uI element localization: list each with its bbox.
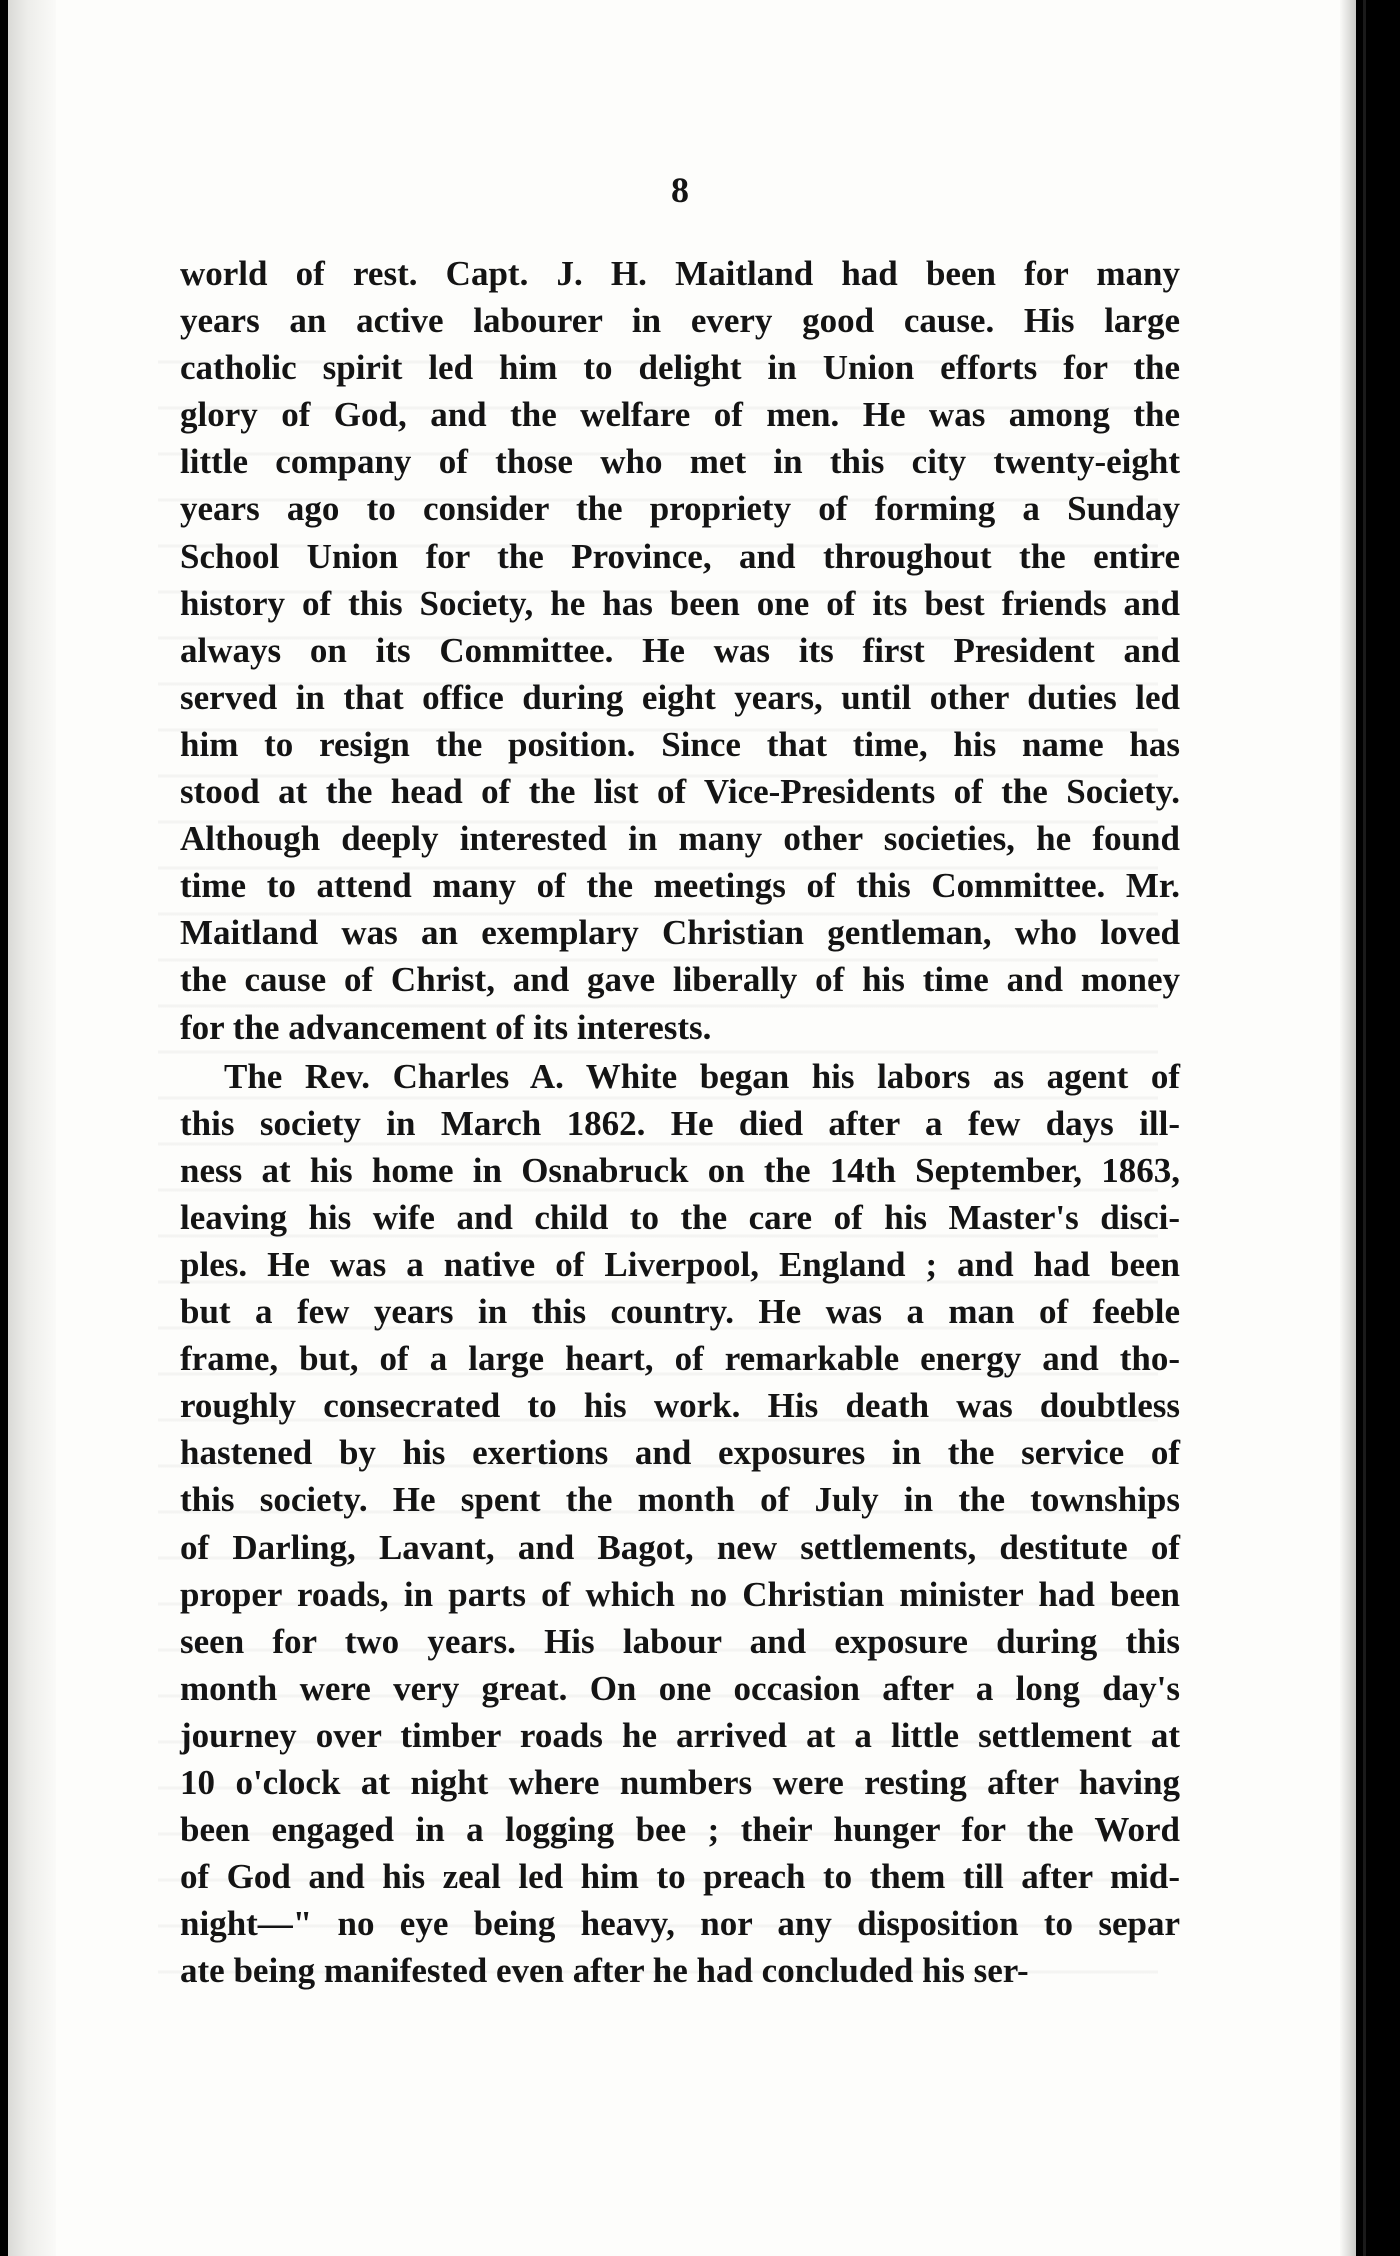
text-line: world of rest. Capt. J. H. Maitland had been for many	[180, 254, 1180, 293]
text-line: served in that office during eight years, until other duties led	[180, 677, 1180, 717]
text-line: ate being manifested even after he had concluded his ser-	[180, 1951, 1029, 1991]
text-line: always on its Committee. He was its first President and	[180, 630, 1180, 670]
text-line: catholic spirit led him to delight in Union efforts for the	[180, 348, 1180, 388]
body-text	[180, 250, 1180, 1994]
paragraph	[180, 250, 1180, 1051]
text-line: for the advancement of its interests.	[180, 1007, 712, 1047]
text-line: School Union for the Province, and throughout the entire	[180, 536, 1180, 576]
paragraph	[180, 1053, 1180, 1995]
text-line: hastened by his exertions and exposures in the service of	[180, 1433, 1180, 1473]
text-line: ples. He was a native of Liverpool, England ; and had been	[180, 1244, 1180, 1284]
page-right-edge	[1340, 0, 1356, 2256]
text-line: little company of those who met in this city twenty-eight	[180, 442, 1180, 482]
text-line: him to resign the position. Since that time, his name has	[180, 724, 1180, 764]
text-line: but a few years in this country. He was a man of feeble	[180, 1292, 1180, 1332]
text-line: 10 o'clock at night where numbers were resting after having	[180, 1763, 1180, 1802]
page-left-edge	[8, 0, 56, 2256]
text-line: Although deeply interested in many other societies, he found	[180, 819, 1180, 859]
text-line: frame, but, of a large heart, of remarkable energy and tho-	[180, 1339, 1180, 1379]
text-line: ness at his home in Osnabruck on the 14th September, 1863,	[180, 1150, 1180, 1190]
text-line: glory of God, and the welfare of men. He was among the	[180, 395, 1180, 435]
text-line: been engaged in a logging bee ; their hunger for the Word	[180, 1810, 1180, 1850]
book-page	[8, 0, 1356, 2256]
text-line: this society in March 1862. He died after a few days ill-	[180, 1103, 1180, 1143]
text-line: this society. He spent the month of July in the townships	[180, 1480, 1180, 1520]
text-line: years ago to consider the propriety of forming a Sunday	[180, 489, 1180, 529]
text-line: stood at the head of the list of Vice-Presidents of the Society.	[180, 772, 1180, 812]
page-number: 8	[671, 170, 689, 210]
text-line: the cause of Christ, and gave liberally of his time and money	[180, 960, 1180, 1000]
text-line: years an active labourer in every good cause. His large	[180, 301, 1180, 341]
text-line: history of this Society, he has been one of its best friends and	[180, 583, 1180, 623]
text-line: night—" no eye being heavy, nor any disposition to separ	[180, 1904, 1180, 1944]
text-line: proper roads, in parts of which no Christian minister had been	[180, 1574, 1180, 1614]
text-block	[180, 160, 1180, 1994]
text-line: Maitland was an exemplary Christian gentleman, who loved	[180, 913, 1180, 953]
text-line: of Darling, Lavant, and Bagot, new settlements, destitute of	[180, 1527, 1180, 1567]
text-line: leaving his wife and child to the care of his Master's disci-	[180, 1197, 1180, 1237]
text-line: of God and his zeal led him to preach to them till after mid-	[180, 1857, 1180, 1897]
text-line: roughly consecrated to his work. His death was doubtless	[180, 1386, 1180, 1426]
scan-border-line	[1363, 0, 1366, 2256]
text-line: month were very great. On one occasion after a long day's	[180, 1668, 1180, 1708]
text-line: journey over timber roads he arrived at a little settlement at	[180, 1715, 1180, 1755]
text-line: seen for two years. His labour and exposure during this	[180, 1621, 1180, 1661]
text-line: The Rev. Charles A. White began his labors as agent of	[224, 1056, 1180, 1096]
text-line: time to attend many of the meetings of this Committee. Mr.	[180, 866, 1180, 906]
